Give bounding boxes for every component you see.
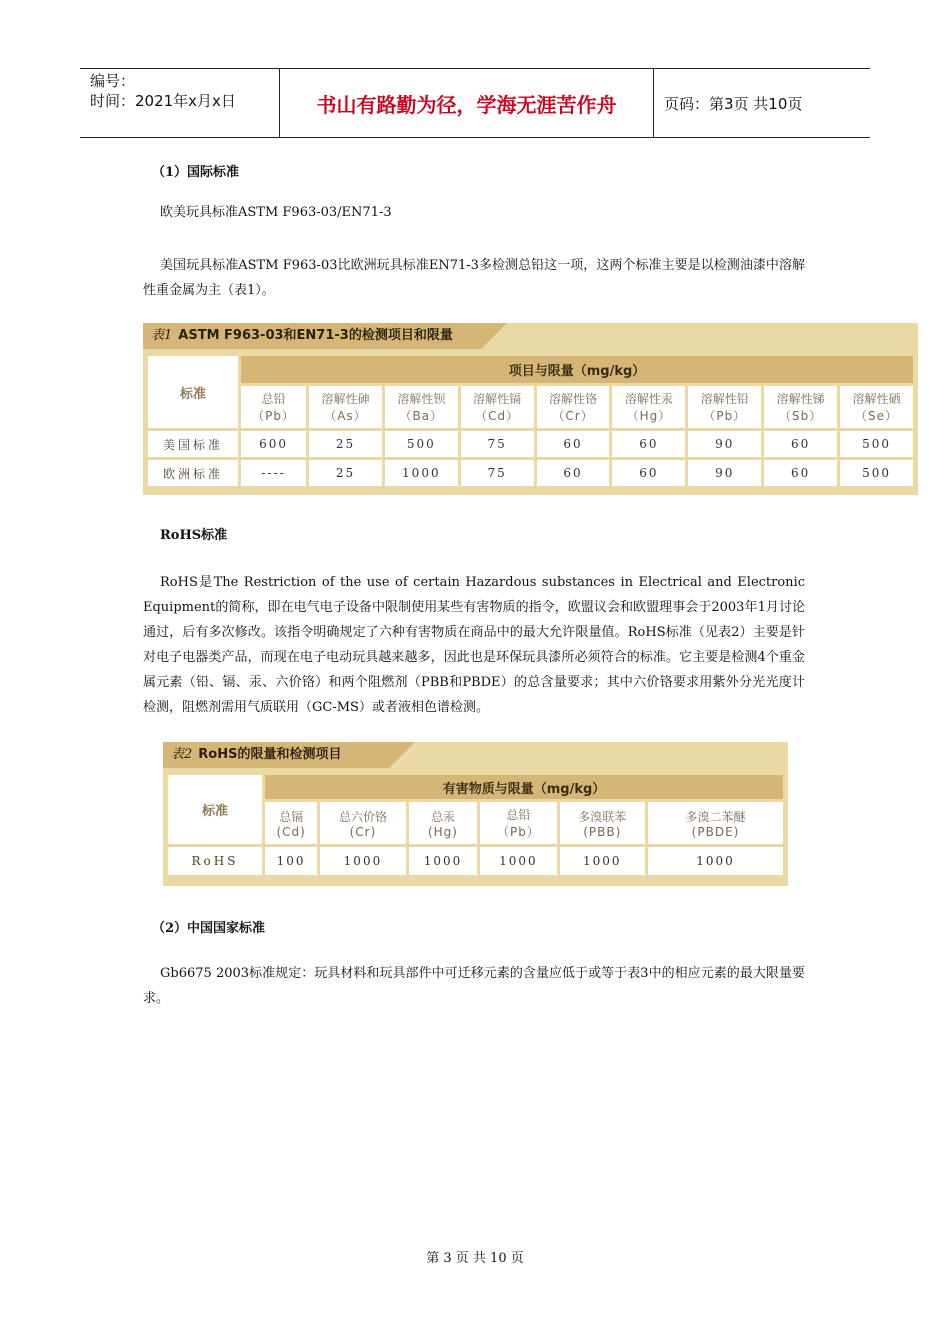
- table-cell: 75: [461, 460, 534, 486]
- table2-title: RoHS的限量和检测项目: [198, 747, 342, 762]
- table2-number: 表2: [171, 747, 193, 762]
- table-cell: 1000: [320, 847, 405, 875]
- table2-grid: [165, 772, 786, 878]
- table2-col-header: 总镉 (Cd): [265, 802, 317, 844]
- table1-group-header: 项目与限量（mg/kg）: [241, 356, 913, 383]
- table2: [163, 742, 788, 886]
- header-motto: 书山有路勤为径，学海无涯苦作舟: [280, 69, 654, 137]
- table1-col-header: 溶解性砷 （As）: [309, 386, 382, 428]
- table2-col-header: 总铅 （Pb）: [480, 802, 556, 844]
- table-cell: 1000: [648, 847, 783, 875]
- table1-col-header: 溶解性钡 （Ba）: [385, 386, 458, 428]
- table1-col-header: 溶解性汞 （Hg）: [612, 386, 685, 428]
- section1-subtitle: 欧美玩具标准ASTM F963-03/EN71-3: [160, 205, 392, 220]
- table-cell: 25: [309, 460, 382, 486]
- table-cell: 500: [840, 460, 913, 486]
- table1-col-header: 溶解性铬 （Cr）: [537, 386, 610, 428]
- table1-title: ASTM F963-03和EN71-3的检测项目和限量: [178, 328, 453, 343]
- section2-heading: （2）中国国家标准: [152, 921, 266, 936]
- page-footer: 第 3 页 共 10 页: [426, 1251, 524, 1266]
- table2-group-header: 有害物质与限量（mg/kg）: [265, 775, 783, 799]
- table2-row-header: 标准: [168, 775, 262, 844]
- table1-col-header: 溶解性硒 （Se）: [840, 386, 913, 428]
- table-row: [148, 460, 913, 486]
- table1-col-header: 溶解性锑 （Sb）: [764, 386, 837, 428]
- table2-title-bar: [163, 742, 389, 768]
- table-cell: ----: [241, 460, 306, 486]
- table-cell: 25: [309, 431, 382, 457]
- table1-col-header: 溶解性镉 （Cd）: [461, 386, 534, 428]
- table-cell: 100: [265, 847, 317, 875]
- table1-grid: [145, 353, 916, 489]
- table-cell: 60: [537, 460, 610, 486]
- table-cell: 1000: [480, 847, 556, 875]
- table-cell: 75: [461, 431, 534, 457]
- table-cell: 1000: [409, 847, 478, 875]
- section1-paragraph: 美国玩具标准ASTM F963-03比欧洲玩具标准EN71-3多检测总铅这一项，这两个标准主要是以检测油漆中溶解性重金属为主（表1）。: [143, 258, 805, 298]
- page-header: [80, 68, 870, 138]
- rohs-paragraph: RoHS是The Restriction of the use of certain Hazardous substances in Electrical and Electronic Equipment的简称，即在电气电子设备中限制使用某些有害物质的指令，欧盟议会和欧盟理事会于2003年1月讨论通过，后有多次修改。该指令明确规定了六种有害物质在商品中的最大允许限量值。RoHS标准（见表2）主要是针对电子电器类产品，而现在电子电动玩具越来越多，因此也是环保玩具漆所必须符合的标准。它主要是检测4个重金属元素（铅、镉、汞、六价铬）和两个阻燃剂（PBB和PBDE）的总含量要求；其中六价铬要求用紫外分光光度计检测，阻燃剂需用气质联用（GC-MS）或者液相色谱检测。: [143, 575, 805, 715]
- table-cell: 60: [764, 460, 837, 486]
- table2-col-header: 总六价铬 (Cr): [320, 802, 405, 844]
- table-cell: 60: [612, 460, 685, 486]
- table2-col-header: 多溴二苯醚 (PBDE): [648, 802, 783, 844]
- table-cell: 90: [688, 460, 761, 486]
- header-time-label: 时间：2021年x月x日: [90, 92, 236, 110]
- table1-col-header: 总铅 （Pb）: [241, 386, 306, 428]
- table1-title-bar: [143, 323, 481, 349]
- table-cell: 1000: [560, 847, 645, 875]
- table-cell: 500: [385, 431, 458, 457]
- table-cell: 600: [241, 431, 306, 457]
- section2-paragraph: Gb6675 2003标准规定：玩具材料和玩具部件中可迁移元素的含量应低于或等于表3中的相应元素的最大限量要求。: [143, 966, 805, 1006]
- table2-row-label: RoHS: [168, 847, 262, 875]
- table-cell: 1000: [385, 460, 458, 486]
- table1-row-header: 标准: [148, 356, 238, 428]
- table-row: [148, 431, 913, 457]
- rohs-heading: RoHS标准: [160, 528, 228, 543]
- table-cell: 500: [840, 431, 913, 457]
- header-page-label: 页码：第3页 共10页: [664, 94, 803, 113]
- table-cell: 60: [612, 431, 685, 457]
- table-cell: 90: [688, 431, 761, 457]
- table1-col-header: 溶解性铅 （Pb）: [688, 386, 761, 428]
- table2-col-header: 多溴联苯 (PBB): [560, 802, 645, 844]
- table2-col-header: 总汞 (Hg): [409, 802, 478, 844]
- header-left-cell: [80, 69, 280, 137]
- table1: [143, 323, 918, 495]
- header-number-label: 编号：: [90, 72, 136, 90]
- table1-row-label: 美国标准: [148, 431, 238, 457]
- table-cell: 60: [764, 431, 837, 457]
- table1-number: 表1: [151, 328, 173, 343]
- section1-heading: （1）国际标准: [152, 165, 240, 180]
- table-cell: 60: [537, 431, 610, 457]
- table1-row-label: 欧洲标准: [148, 460, 238, 486]
- table-row: [168, 847, 783, 875]
